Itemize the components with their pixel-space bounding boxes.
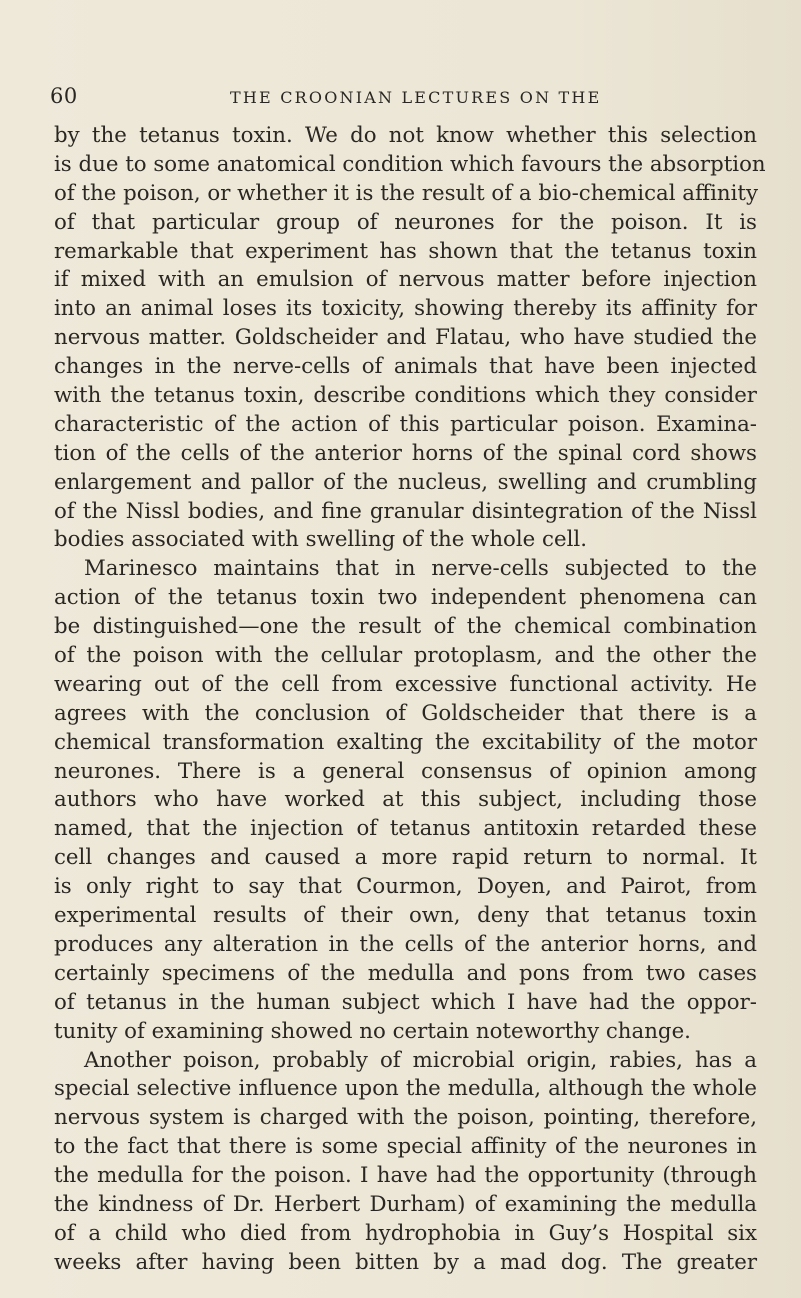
text-line: remarkable that experiment has shown that the tetanus toxin xyxy=(54,238,757,264)
text-line: cell changes and caused a more rapid return to normal. It xyxy=(54,845,757,871)
text-line: of that particular group of neurones for the poison. It is xyxy=(54,209,757,235)
text-line: chemical transformation exalting the excitability of the motor xyxy=(54,729,757,755)
text-line: tunity of examining showed no certain noteworthy change. xyxy=(54,1018,691,1044)
text-line: experimental results of their own, deny that tetanus toxin xyxy=(54,903,757,929)
text-line: bodies associated with swelling of the whole cell. xyxy=(54,527,587,553)
text-line: is due to some anatomical condition which favours the absorption xyxy=(54,151,766,177)
text-line: wearing out of the cell from excessive functional activity. He xyxy=(54,671,757,697)
text-line: with the tetanus toxin, describe conditions which they consider xyxy=(54,383,757,409)
text-line: the medulla for the poison. I have had the opportunity (through xyxy=(54,1163,757,1189)
text-line: tion of the cells of the anterior horns of the spinal cord shows xyxy=(54,440,757,466)
text-line: Another poison, probably of microbial origin, rabies, has a xyxy=(84,1047,757,1073)
text-line: characteristic of the action of this particular poison. Examina- xyxy=(54,411,757,437)
text-line: agrees with the conclusion of Goldscheider that there is a xyxy=(54,700,757,726)
text-line: be distinguished—one the result of the chemical combination xyxy=(54,614,757,640)
text-line: named, that the injection of tetanus antitoxin retarded these xyxy=(54,816,757,842)
text-line: nervous system is charged with the poison, pointing, therefore, xyxy=(54,1105,757,1131)
text-line: to the fact that there is some special affinity of the neurones in xyxy=(54,1134,757,1160)
text-line: changes in the nerve-cells of animals that have been injected xyxy=(54,354,757,380)
text-line: into an animal loses its toxicity, showing thereby its affinity for xyxy=(54,296,757,322)
text-line: enlargement and pallor of the nucleus, swelling and crumbling xyxy=(54,469,757,495)
text-line: nervous matter. Goldscheider and Flatau, who have studied the xyxy=(54,325,757,351)
text-line: by the tetanus toxin. We do not know whether this selection xyxy=(54,123,757,148)
text-line: authors who have worked at this subject, including those xyxy=(54,787,757,813)
text-line: the kindness of Dr. Herbert Durham) of examining the medulla xyxy=(54,1191,757,1217)
text-line: action of the tetanus toxin two independent phenomena can xyxy=(54,585,757,611)
text-line: if mixed with an emulsion of nervous matter before injection xyxy=(54,267,757,293)
page-header xyxy=(50,84,750,114)
text-line: is only right to say that Courmon, Doyen, and Pairot, from xyxy=(54,874,757,900)
text-line: Marinesco maintains that in nerve-cells subjected to the xyxy=(84,556,757,582)
running-head: THE CROONIAN LECTURES ON THE xyxy=(230,88,602,107)
body-text xyxy=(54,122,766,1278)
text-line: weeks after having been bitten by a mad dog. The greater xyxy=(54,1249,757,1275)
text-line: special selective influence upon the medulla, although the whole xyxy=(54,1076,757,1102)
text-line: produces any alteration in the cells of the anterior horns, and xyxy=(54,931,757,957)
text-line: of a child who died from hydrophobia in Guy’s Hospital six xyxy=(54,1220,757,1246)
text-line: neurones. There is a general consensus of opinion among xyxy=(54,758,757,784)
text-line: of the poison with the cellular protoplasm, and the other the xyxy=(54,643,757,669)
text-line: certainly specimens of the medulla and pons from two cases xyxy=(54,960,757,986)
text-line: of the poison, or whether it is the result of a bio-chemical affinity xyxy=(54,180,759,206)
text-line: of tetanus in the human subject which I have had the oppor- xyxy=(54,989,757,1015)
page-number: 60 xyxy=(50,84,78,108)
text-line: of the Nissl bodies, and fine granular disintegration of the Nissl xyxy=(54,498,757,524)
